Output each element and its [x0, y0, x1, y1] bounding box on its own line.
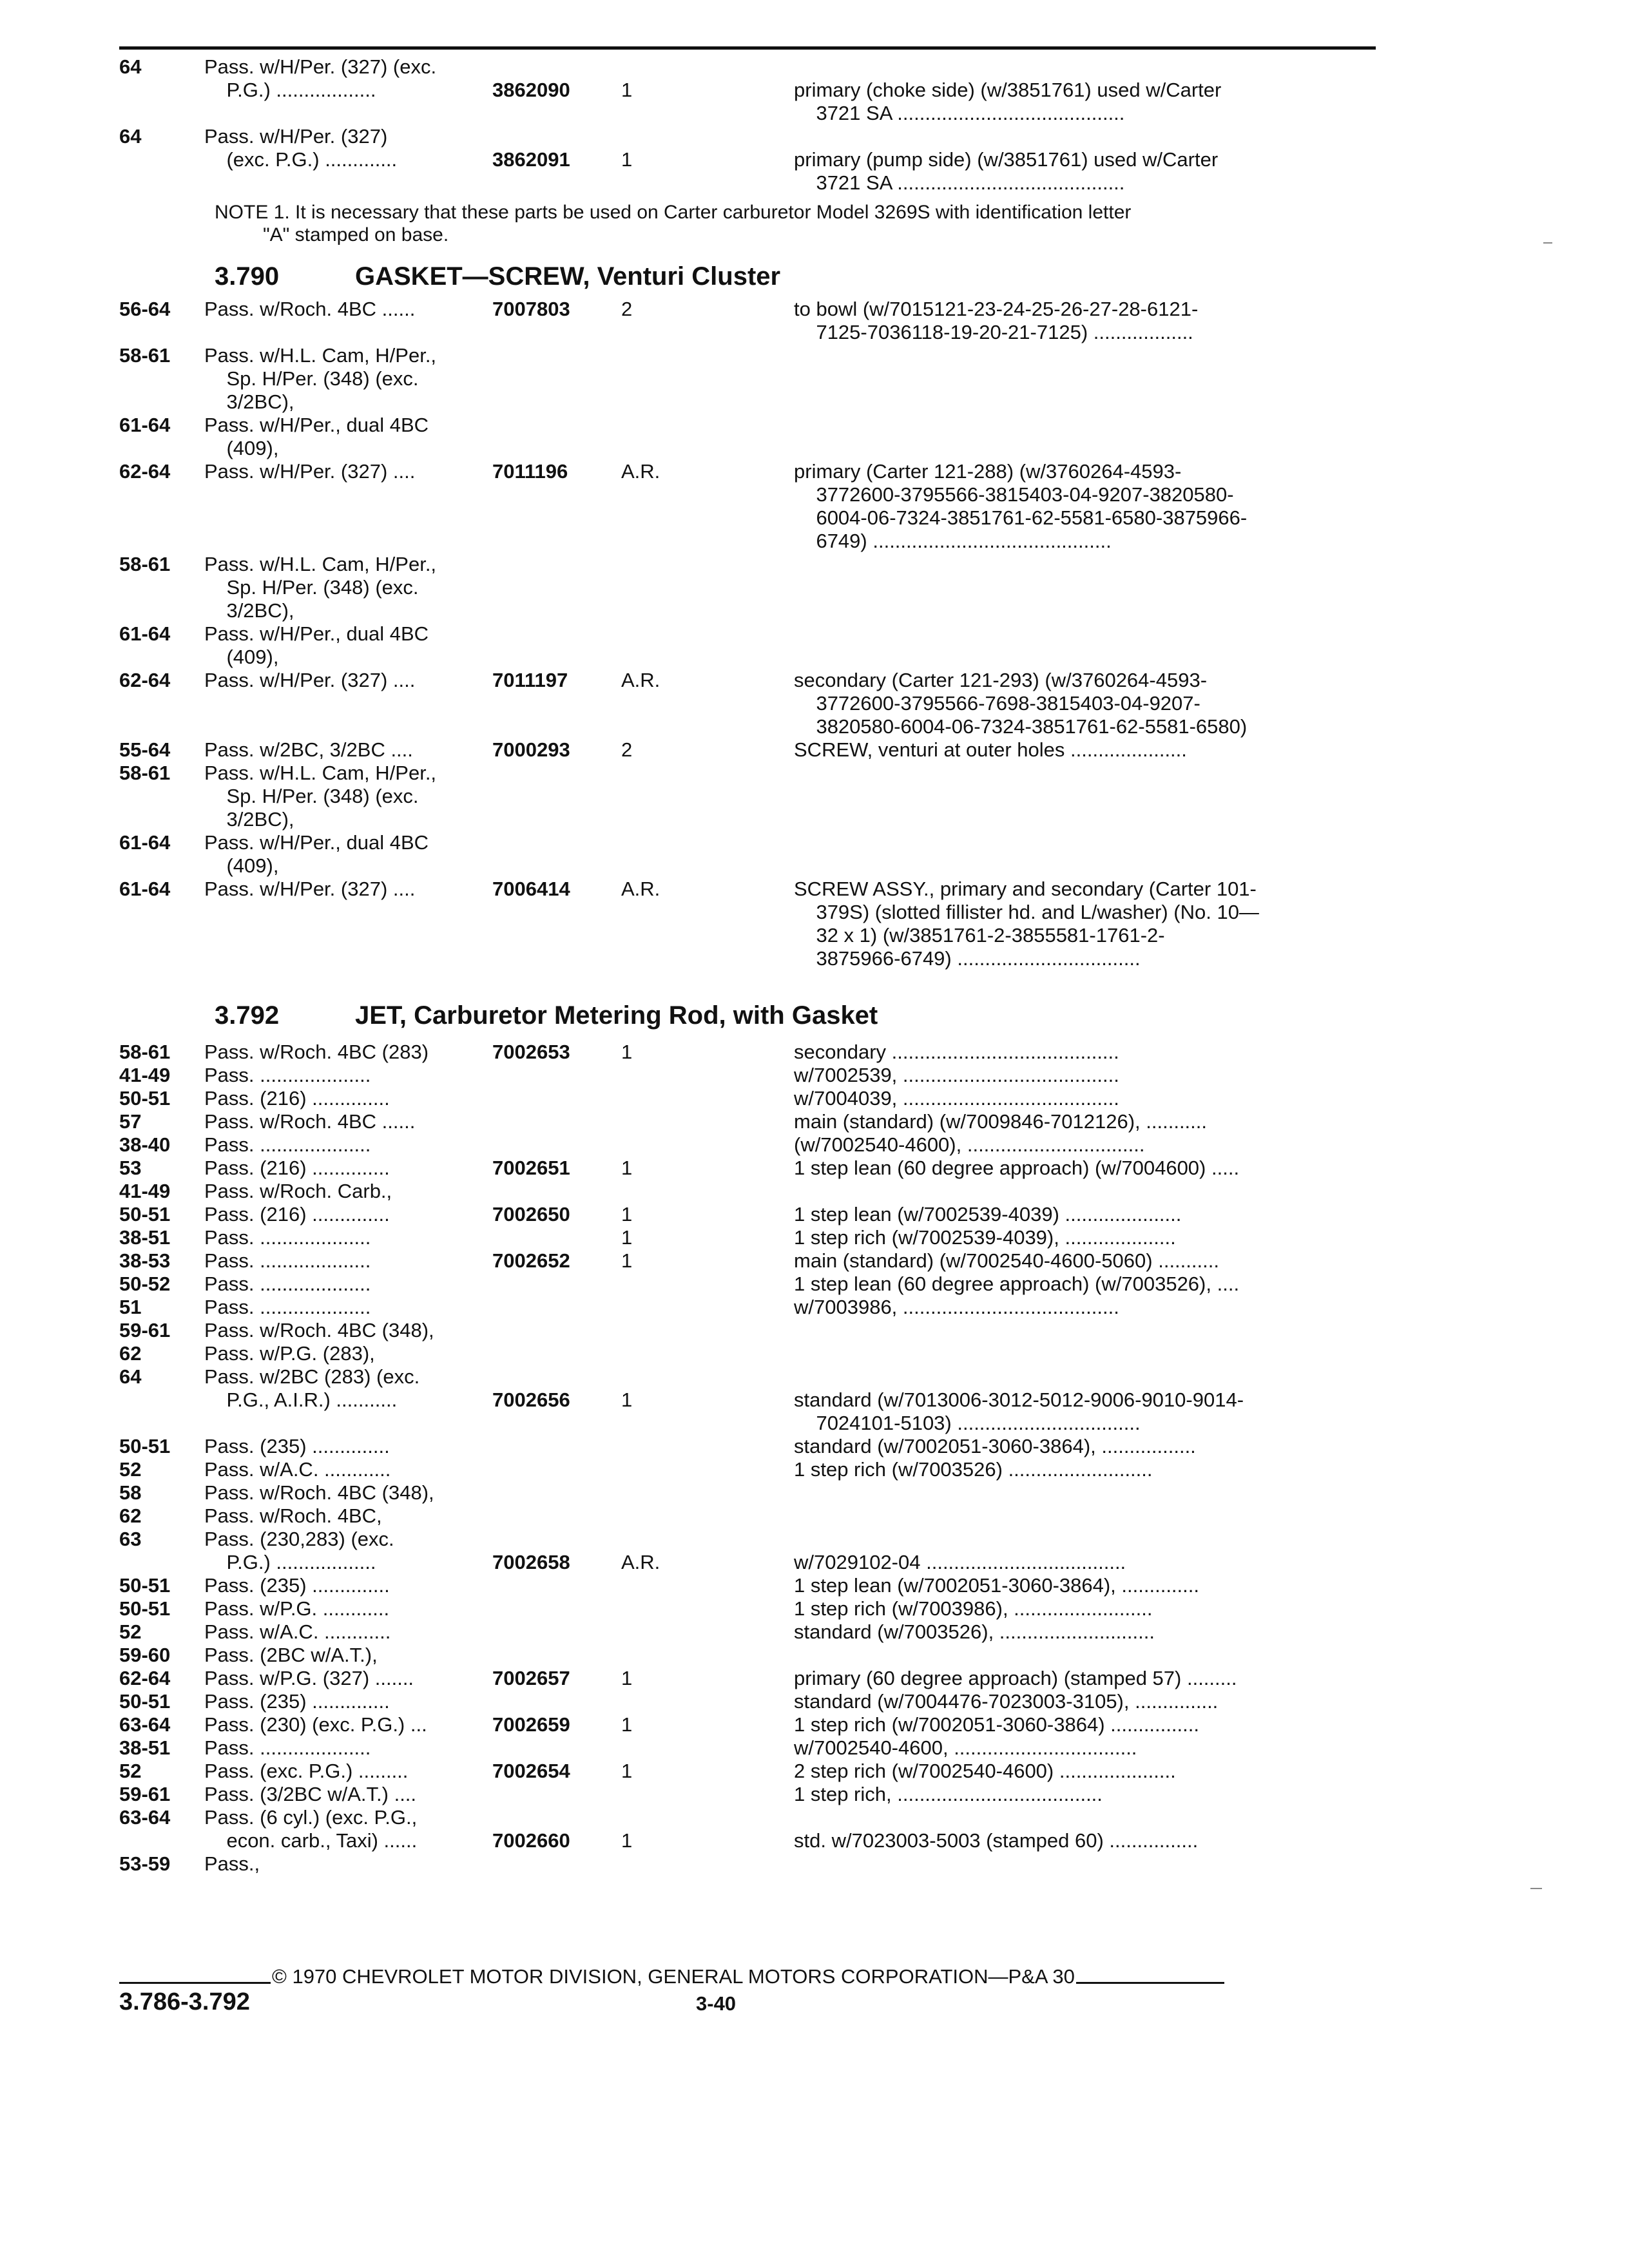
- part-description: 1 step rich (w/7002539-4039), ....................: [794, 1226, 1176, 1249]
- part-number: 7002652: [492, 1249, 570, 1272]
- parts-row: [119, 947, 1376, 970]
- quantity: 1: [621, 1760, 633, 1782]
- year-range: 53: [119, 1157, 142, 1179]
- model-application: Pass. w/Roch. 4BC ......: [204, 298, 416, 320]
- part-description: 1 step rich (w/7003986), .........................: [794, 1597, 1153, 1620]
- parts-row: [119, 483, 1376, 506]
- year-range: 58-61: [119, 1041, 171, 1063]
- section-number: 3.790: [215, 262, 280, 291]
- parts-row: [119, 148, 1376, 171]
- part-number: 7007803: [492, 298, 570, 320]
- part-number: 3862091: [492, 148, 570, 171]
- part-description: standard (w/7013006-3012-5012-9006-9010-9014-: [794, 1389, 1244, 1411]
- model-application: Pass. w/2BC (283) (exc.: [204, 1365, 420, 1388]
- year-range: 50-51: [119, 1203, 171, 1225]
- year-range: 59-60: [119, 1644, 171, 1666]
- parts-row: [119, 1667, 1376, 1690]
- year-range: 62: [119, 1342, 142, 1365]
- quantity: 1: [621, 1157, 633, 1179]
- part-description: 6749) ...........................................: [794, 530, 1112, 552]
- part-description: 1 step lean (60 degree approach) (w/7003526), ....: [794, 1273, 1240, 1295]
- model-application: Pass. (235) ..............: [204, 1435, 390, 1457]
- part-description: 2 step rich (w/7002540-4600) .....................: [794, 1760, 1176, 1782]
- parts-row: [119, 1806, 1376, 1829]
- year-range: 61-64: [119, 831, 171, 854]
- part-description: 1 step lean (w/7002539-4039) .....................: [794, 1203, 1182, 1225]
- part-description: w/7002539, .......................................: [794, 1064, 1119, 1086]
- part-description: 1 step rich (w/7002051-3060-3864) ................: [794, 1713, 1199, 1736]
- footer-bottom: [119, 1988, 1376, 2021]
- model-application: Pass. (216) ..............: [204, 1087, 390, 1110]
- note-1: [119, 201, 1376, 246]
- part-description: standard (w/7002051-3060-3864), .................: [794, 1435, 1196, 1457]
- parts-row: [119, 1504, 1376, 1528]
- part-description: (w/7002540-4600), ................................: [794, 1133, 1145, 1156]
- part-description: 3875966-6749) .................................: [794, 947, 1141, 970]
- parts-row: [119, 1644, 1376, 1667]
- top-rule: [119, 46, 1376, 50]
- parts-row: [119, 1249, 1376, 1273]
- section-number: 3.792: [215, 1001, 280, 1030]
- part-description: 1 step lean (60 degree approach) (w/7004600) .....: [794, 1157, 1240, 1179]
- model-application: P.G.) ..................: [204, 79, 376, 101]
- parts-row: [119, 55, 1376, 79]
- quantity: A.R.: [621, 1551, 660, 1573]
- parts-row: [119, 125, 1376, 148]
- parts-row: [119, 437, 1376, 460]
- parts-row: [119, 102, 1376, 125]
- quantity: 1: [621, 1389, 633, 1411]
- quantity: 1: [621, 1249, 633, 1272]
- parts-row: [119, 785, 1376, 808]
- year-range: 50-51: [119, 1597, 171, 1620]
- model-application: Pass. ....................: [204, 1133, 371, 1156]
- model-application: P.G.) ..................: [204, 1551, 376, 1573]
- year-range: 62-64: [119, 1667, 171, 1689]
- model-application: Pass. ....................: [204, 1226, 371, 1249]
- year-range: 62: [119, 1504, 142, 1527]
- parts-row: [119, 1365, 1376, 1389]
- parts-row: [119, 715, 1376, 738]
- jet-metering-rod-parts: [119, 1041, 1376, 1876]
- model-application: Pass. w/2BC, 3/2BC ....: [204, 738, 413, 761]
- year-range: 63: [119, 1528, 142, 1550]
- parts-row: [119, 762, 1376, 785]
- part-number: 7002660: [492, 1829, 570, 1852]
- parts-row: [119, 506, 1376, 530]
- year-range: 59-61: [119, 1319, 171, 1341]
- parts-row: [119, 1620, 1376, 1644]
- model-application: Pass. (216) ..............: [204, 1157, 390, 1179]
- parts-row: [119, 390, 1376, 414]
- parts-row: [119, 901, 1376, 924]
- parts-row: [119, 367, 1376, 390]
- model-application: Pass. w/Roch. 4BC (348),: [204, 1481, 434, 1504]
- model-application: Pass. w/H/Per. (327) ....: [204, 878, 416, 900]
- catalog-page: [119, 39, 1376, 2036]
- part-number: 7002653: [492, 1041, 570, 1063]
- parts-row: [119, 79, 1376, 102]
- quantity: 1: [621, 148, 633, 171]
- model-application: Pass. w/H/Per., dual 4BC: [204, 831, 429, 854]
- part-description: to bowl (w/7015121-23-24-25-26-27-28-6121-: [794, 298, 1199, 320]
- model-application: Pass. ....................: [204, 1064, 371, 1086]
- year-range: 59-61: [119, 1783, 171, 1805]
- parts-row: [119, 1736, 1376, 1760]
- model-application: Pass.,: [204, 1852, 260, 1875]
- model-application: Pass. ....................: [204, 1296, 371, 1318]
- model-application: Sp. H/Per. (348) (exc.: [204, 576, 419, 599]
- year-range: 50-51: [119, 1087, 171, 1110]
- quantity: 1: [621, 1829, 633, 1852]
- quantity: A.R.: [621, 460, 660, 483]
- parts-row: [119, 808, 1376, 831]
- year-range: 61-64: [119, 622, 171, 645]
- part-description: primary (pump side) (w/3851761) used w/Carter: [794, 148, 1219, 171]
- model-application: Sp. H/Per. (348) (exc.: [204, 367, 419, 390]
- model-application: Pass. w/H/Per. (327): [204, 125, 388, 148]
- parts-row: [119, 530, 1376, 553]
- part-description: 7125-7036118-19-20-21-7125) ..................: [794, 321, 1193, 343]
- year-range: 61-64: [119, 878, 171, 900]
- year-range: 52: [119, 1458, 142, 1481]
- model-application: (exc. P.G.) .............: [204, 148, 398, 171]
- part-description: primary (60 degree approach) (stamped 57) .........: [794, 1667, 1237, 1689]
- part-description: SCREW, venturi at outer holes .....................: [794, 738, 1187, 761]
- parts-row: [119, 854, 1376, 878]
- year-range: 58-61: [119, 553, 171, 575]
- parts-row: [119, 1435, 1376, 1458]
- footer-rule-left: [119, 1982, 271, 1984]
- quantity: 1: [621, 1713, 633, 1736]
- parts-row: [119, 1412, 1376, 1435]
- parts-row: [119, 599, 1376, 622]
- part-description: w/7002540-4600, .................................: [794, 1736, 1137, 1759]
- year-range: 38-40: [119, 1133, 171, 1156]
- year-range: 53-59: [119, 1852, 171, 1875]
- year-range: 58-61: [119, 762, 171, 784]
- parts-row: [119, 831, 1376, 854]
- part-description: primary (choke side) (w/3851761) used w/Carter: [794, 79, 1222, 101]
- parts-row: [119, 1133, 1376, 1157]
- section-header: [119, 999, 1376, 1032]
- parts-row: [119, 1760, 1376, 1783]
- quantity: 1: [621, 1667, 633, 1689]
- parts-row: [119, 1041, 1376, 1064]
- parts-row: [119, 1597, 1376, 1620]
- part-description: main (standard) (w/7002540-4600-5060) ...........: [794, 1249, 1219, 1272]
- model-application: Pass. (235) ..............: [204, 1690, 390, 1713]
- part-description: 1 step rich (w/7003526) ..........................: [794, 1458, 1153, 1481]
- part-number: 7002654: [492, 1760, 570, 1782]
- section-title: GASKET—SCREW, Venturi Cluster: [355, 262, 781, 291]
- footer-rule-right: [1076, 1982, 1224, 1984]
- part-description: std. w/7023003-5003 (stamped 60) ................: [794, 1829, 1199, 1852]
- part-description: 32 x 1) (w/3851761-2-3855581-1761-2-: [794, 924, 1165, 947]
- parts-row: [119, 1852, 1376, 1876]
- parts-row: [119, 878, 1376, 901]
- parts-row: [119, 1064, 1376, 1087]
- gasket-screw-parts: [119, 298, 1376, 970]
- part-number: 7011197: [492, 669, 568, 691]
- parts-row: [119, 460, 1376, 483]
- parts-row: [119, 576, 1376, 599]
- year-range: 62-64: [119, 460, 171, 483]
- parts-row: [119, 1551, 1376, 1574]
- model-application: Pass. w/Roch. Carb.,: [204, 1180, 392, 1202]
- parts-row: [119, 1528, 1376, 1551]
- model-application: Pass. (6 cyl.) (exc. P.G.,: [204, 1806, 418, 1829]
- parts-row: [119, 622, 1376, 646]
- year-range: 64: [119, 55, 142, 78]
- model-application: Pass. w/H/Per., dual 4BC: [204, 414, 429, 436]
- parts-row: [119, 1273, 1376, 1296]
- carburetor-parts-continued: [119, 55, 1376, 195]
- year-range: 58-61: [119, 344, 171, 367]
- parts-row: [119, 1783, 1376, 1806]
- parts-row: [119, 1087, 1376, 1110]
- model-application: (409),: [204, 854, 279, 877]
- quantity: 1: [621, 1041, 633, 1063]
- quantity: 1: [621, 1203, 633, 1225]
- parts-row: [119, 1574, 1376, 1597]
- section-title: JET, Carburetor Metering Rod, with Gasket: [355, 1001, 878, 1030]
- part-number: 7002657: [492, 1667, 570, 1689]
- year-range: 57: [119, 1110, 142, 1133]
- model-application: Pass. (230,283) (exc.: [204, 1528, 394, 1550]
- copyright-line: [119, 1965, 1376, 1988]
- part-number: 7002650: [492, 1203, 570, 1225]
- year-range: 50-51: [119, 1690, 171, 1713]
- model-application: Pass. (235) ..............: [204, 1574, 390, 1597]
- page-number: 3-40: [696, 1992, 737, 2015]
- part-description: SCREW ASSY., primary and secondary (Carter 101-: [794, 878, 1257, 900]
- part-description: standard (w/7004476-7023003-3105), ...............: [794, 1690, 1219, 1713]
- part-description: w/7029102-04 ....................................: [794, 1551, 1126, 1573]
- note-text: NOTE 1. It is necessary that these parts be used on Carter carburetor Model 3269S with identification letter "A" stamped on base.: [215, 202, 1132, 245]
- model-application: Pass. w/H.L. Cam, H/Per.,: [204, 344, 437, 367]
- section-range: 3.786-3.792: [119, 1988, 250, 2015]
- parts-row: [119, 1713, 1376, 1736]
- parts-row: [119, 1157, 1376, 1180]
- model-application: (409),: [204, 646, 279, 668]
- parts-row: [119, 1203, 1376, 1226]
- margin-mark: [1530, 1888, 1542, 1889]
- part-description: 3820580-6004-06-7324-3851761-62-5581-6580): [794, 715, 1248, 738]
- parts-row: [119, 414, 1376, 437]
- model-application: Pass. w/H/Per., dual 4BC: [204, 622, 429, 645]
- part-description: 6004-06-7324-3851761-62-5581-6580-3875966-: [794, 506, 1248, 529]
- part-description: 1 step rich, .....................................: [794, 1783, 1103, 1805]
- year-range: 52: [119, 1760, 142, 1782]
- part-description: w/7004039, .......................................: [794, 1087, 1119, 1110]
- part-description: 3721 SA .........................................: [794, 171, 1125, 194]
- section-3-792: [119, 999, 1376, 1032]
- model-application: Pass. ....................: [204, 1249, 371, 1272]
- model-application: Pass. (2BC w/A.T.),: [204, 1644, 378, 1666]
- model-application: P.G., A.I.R.) ...........: [204, 1389, 398, 1411]
- parts-row: [119, 1296, 1376, 1319]
- year-range: 50-52: [119, 1273, 171, 1295]
- quantity: 1: [621, 79, 633, 101]
- parts-row: [119, 553, 1376, 576]
- year-range: 56-64: [119, 298, 171, 320]
- year-range: 38-51: [119, 1226, 171, 1249]
- parts-row: [119, 344, 1376, 367]
- model-application: Pass. (230) (exc. P.G.) ...: [204, 1713, 427, 1736]
- year-range: 41-49: [119, 1180, 171, 1202]
- quantity: 2: [621, 738, 633, 761]
- parts-row: [119, 924, 1376, 947]
- section-header: [119, 260, 1376, 293]
- year-range: 38-51: [119, 1736, 171, 1759]
- model-application: 3/2BC),: [204, 390, 294, 413]
- parts-row: [119, 1226, 1376, 1249]
- model-application: Pass. w/P.G. (327) .......: [204, 1667, 414, 1689]
- year-range: 61-64: [119, 414, 171, 436]
- parts-row: [119, 298, 1376, 321]
- model-application: 3/2BC),: [204, 599, 294, 622]
- parts-row: [119, 1458, 1376, 1481]
- quantity: 1: [621, 1226, 633, 1249]
- year-range: 58: [119, 1481, 142, 1504]
- model-application: Pass. ....................: [204, 1273, 371, 1295]
- model-application: Sp. H/Per. (348) (exc.: [204, 785, 419, 807]
- part-description: main (standard) (w/7009846-7012126), ...........: [794, 1110, 1208, 1133]
- section-3-790: [119, 260, 1376, 293]
- part-description: 3721 SA .........................................: [794, 102, 1125, 124]
- model-application: Pass. w/A.C. ............: [204, 1458, 391, 1481]
- model-application: Pass. w/H.L. Cam, H/Per.,: [204, 762, 437, 784]
- part-number: 7002651: [492, 1157, 570, 1179]
- part-description: 3772600-3795566-7698-3815403-04-9207-: [794, 692, 1200, 715]
- year-range: 64: [119, 125, 142, 148]
- year-range: 51: [119, 1296, 142, 1318]
- model-application: Pass. w/Roch. 4BC ......: [204, 1110, 416, 1133]
- part-description: secondary .........................................: [794, 1041, 1119, 1063]
- parts-row: [119, 1319, 1376, 1342]
- year-range: 64: [119, 1365, 142, 1388]
- model-application: Pass. ....................: [204, 1736, 371, 1759]
- part-number: 7002659: [492, 1713, 570, 1736]
- parts-row: [119, 1389, 1376, 1412]
- model-application: 3/2BC),: [204, 808, 294, 831]
- part-description: standard (w/7003526), ............................: [794, 1620, 1155, 1643]
- part-description: 379S) (slotted fillister hd. and L/washer) (No. 10—: [794, 901, 1259, 923]
- model-application: Pass. (3/2BC w/A.T.) ....: [204, 1783, 417, 1805]
- model-application: Pass. (216) ..............: [204, 1203, 390, 1225]
- parts-row: [119, 669, 1376, 692]
- part-number: 7000293: [492, 738, 570, 761]
- model-application: Pass. w/H/Per. (327) ....: [204, 460, 416, 483]
- part-description: 3772600-3795566-3815403-04-9207-3820580-: [794, 483, 1234, 506]
- part-description: secondary (Carter 121-293) (w/3760264-4593-: [794, 669, 1208, 691]
- parts-row: [119, 1342, 1376, 1365]
- model-application: Pass. w/H/Per. (327) (exc.: [204, 55, 437, 78]
- year-range: 38-53: [119, 1249, 171, 1272]
- model-application: Pass. (exc. P.G.) .........: [204, 1760, 409, 1782]
- parts-row: [119, 1481, 1376, 1504]
- parts-row: [119, 321, 1376, 344]
- parts-row: [119, 738, 1376, 762]
- model-application: Pass. w/Roch. 4BC (348),: [204, 1319, 434, 1341]
- part-number: 3862090: [492, 79, 570, 101]
- part-number: 7002656: [492, 1389, 570, 1411]
- model-application: Pass. w/H/Per. (327) ....: [204, 669, 416, 691]
- parts-row: [119, 1829, 1376, 1852]
- model-application: Pass. w/P.G. (283),: [204, 1342, 375, 1365]
- part-description: 7024101-5103) .................................: [794, 1412, 1141, 1434]
- year-range: 52: [119, 1620, 142, 1643]
- part-description: w/7003986, .......................................: [794, 1296, 1119, 1318]
- part-description: 1 step lean (w/7002051-3060-3864), ..............: [794, 1574, 1199, 1597]
- quantity: 2: [621, 298, 633, 320]
- parts-row: [119, 646, 1376, 669]
- year-range: 63-64: [119, 1713, 171, 1736]
- year-range: 63-64: [119, 1806, 171, 1829]
- parts-row: [119, 1180, 1376, 1203]
- model-application: Pass. w/H.L. Cam, H/Per.,: [204, 553, 437, 575]
- model-application: Pass. w/A.C. ............: [204, 1620, 391, 1643]
- parts-row: [119, 692, 1376, 715]
- margin-mark: [1543, 242, 1552, 244]
- model-application: econ. carb., Taxi) ......: [204, 1829, 418, 1852]
- year-range: 62-64: [119, 669, 171, 691]
- copyright-text: © 1970 CHEVROLET MOTOR DIVISION, GENERAL MOTORS CORPORATION—P&A 30: [272, 1965, 1075, 1988]
- year-range: 50-51: [119, 1435, 171, 1457]
- quantity: A.R.: [621, 878, 660, 900]
- part-description: primary (Carter 121-288) (w/3760264-4593-: [794, 460, 1182, 483]
- quantity: A.R.: [621, 669, 660, 691]
- part-number: 7011196: [492, 460, 568, 483]
- model-application: Pass. w/P.G. ............: [204, 1597, 390, 1620]
- part-number: 7006414: [492, 878, 570, 900]
- model-application: (409),: [204, 437, 279, 459]
- model-application: Pass. w/Roch. 4BC,: [204, 1504, 382, 1527]
- year-range: 50-51: [119, 1574, 171, 1597]
- page-footer: [119, 1965, 1376, 2021]
- year-range: 41-49: [119, 1064, 171, 1086]
- parts-row: [119, 171, 1376, 195]
- year-range: 55-64: [119, 738, 171, 761]
- model-application: Pass. w/Roch. 4BC (283): [204, 1041, 429, 1063]
- part-number: 7002658: [492, 1551, 570, 1573]
- parts-row: [119, 1690, 1376, 1713]
- parts-row: [119, 1110, 1376, 1133]
